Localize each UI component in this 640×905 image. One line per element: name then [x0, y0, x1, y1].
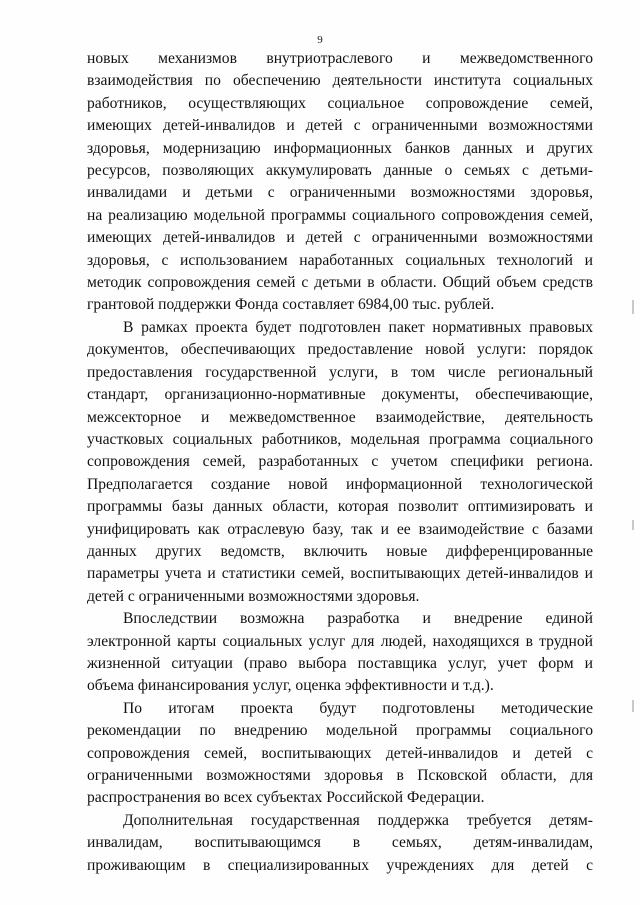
text-line: распространения во всех субъектах Российской Федерации. [87, 789, 485, 807]
text-line: здоровья, с использованием наработанных социальных технологий и [87, 251, 593, 269]
scan-edge-mark [632, 700, 634, 712]
text-line: проживающим в специализированных учреждениях для детей с [87, 856, 593, 874]
document-body [87, 48, 593, 877]
paragraph-3 [87, 608, 593, 698]
text-line: ограниченными возможностями здоровья в Псковской области, для [87, 767, 593, 784]
text-line: электронной карты социальных услуг для людей, находящихся в трудной [87, 632, 593, 650]
text-line: взаимодействия по обеспечению деятельности института социальных [87, 72, 593, 90]
text-line: участковых социальных работников, модельная программа социального [87, 430, 593, 448]
text-line: имеющих детей-инвалидов и детей с ограниченными возможностями [87, 229, 593, 247]
text-line: инвалидам, воспитывающимся в семьях, детям-инвалидам, [87, 834, 593, 852]
text-line: на реализацию модельной программы социального сопровождения семей, [87, 206, 593, 224]
text-line: данных других ведомств, включить новые дифференцированные [87, 542, 593, 560]
text-line: документов, обеспечивающих предоставление новой услуги: порядок [87, 341, 593, 359]
text-line: программы базы данных области, которая позволит оптимизировать и [87, 498, 593, 516]
text-line: работников, осуществляющих социальное сопровождение семей, [87, 94, 593, 112]
paragraph-2 [87, 317, 593, 608]
text-line: параметры учета и статистики семей, воспитывающих детей-инвалидов и [87, 565, 593, 583]
scan-edge-mark [632, 300, 634, 314]
paragraph-4 [87, 698, 593, 810]
text-line: Дополнительная государственная поддержка требуется детям- [123, 811, 593, 829]
text-line: ресурсов, позволяющих аккумулировать данные о семьях с детьми- [87, 162, 593, 180]
scan-edge-mark [632, 520, 634, 530]
text-line: детей с ограниченными возможностями здоровья. [87, 587, 420, 605]
text-line: методик сопровождения семей с детьми в области. Общий объем средств [87, 274, 593, 292]
text-line: рекомендации по внедрению модельной программы социального [87, 722, 593, 740]
text-line: грантовой поддержки Фонда составляет 6984,00 тыс. рублей. [87, 296, 495, 314]
text-line: объема финансирования услуг, оценка эффективности и т.д.). [87, 677, 494, 695]
text-line: сопровождения семей, разработанных с учетом специфики региона. [87, 453, 593, 471]
text-line: По итогам проекта будут подготовлены методические [123, 699, 593, 717]
text-line: предоставления государственной услуги, в том числе региональный [87, 363, 593, 381]
paragraph-1 [87, 48, 593, 317]
text-line: Впоследствии возможна разработка и внедрение единой [123, 610, 593, 628]
text-line: здоровья, модернизацию информационных банков данных и других [87, 139, 593, 157]
text-line: сопровождения семей, воспитывающих детей-инвалидов и детей с [87, 744, 593, 762]
text-line: стандарт, организационно-нормативные документы, обеспечивающие, [87, 386, 593, 404]
text-line: Предполагается создание новой информационной технологической [87, 475, 593, 493]
text-line: инвалидами и детьми с ограниченными возможностями здоровья, [87, 184, 593, 202]
paragraph-5 [87, 810, 593, 877]
page-number: 9 [317, 34, 323, 46]
text-line: межсекторное и межведомственное взаимодействие, деятельность [87, 408, 593, 426]
text-line: новых механизмов внутриотраслевого и межведомственного [87, 50, 593, 67]
text-line: унифицировать как отраслевую базу, так и ее взаимодействие с базами [87, 520, 593, 538]
text-line: имеющих детей-инвалидов и детей с ограниченными возможностями [87, 117, 593, 135]
text-line: жизненной ситуации (право выбора поставщика услуг, учет форм и [87, 654, 593, 672]
text-line: В рамках проекта будет подготовлен пакет нормативных правовых [123, 318, 593, 336]
